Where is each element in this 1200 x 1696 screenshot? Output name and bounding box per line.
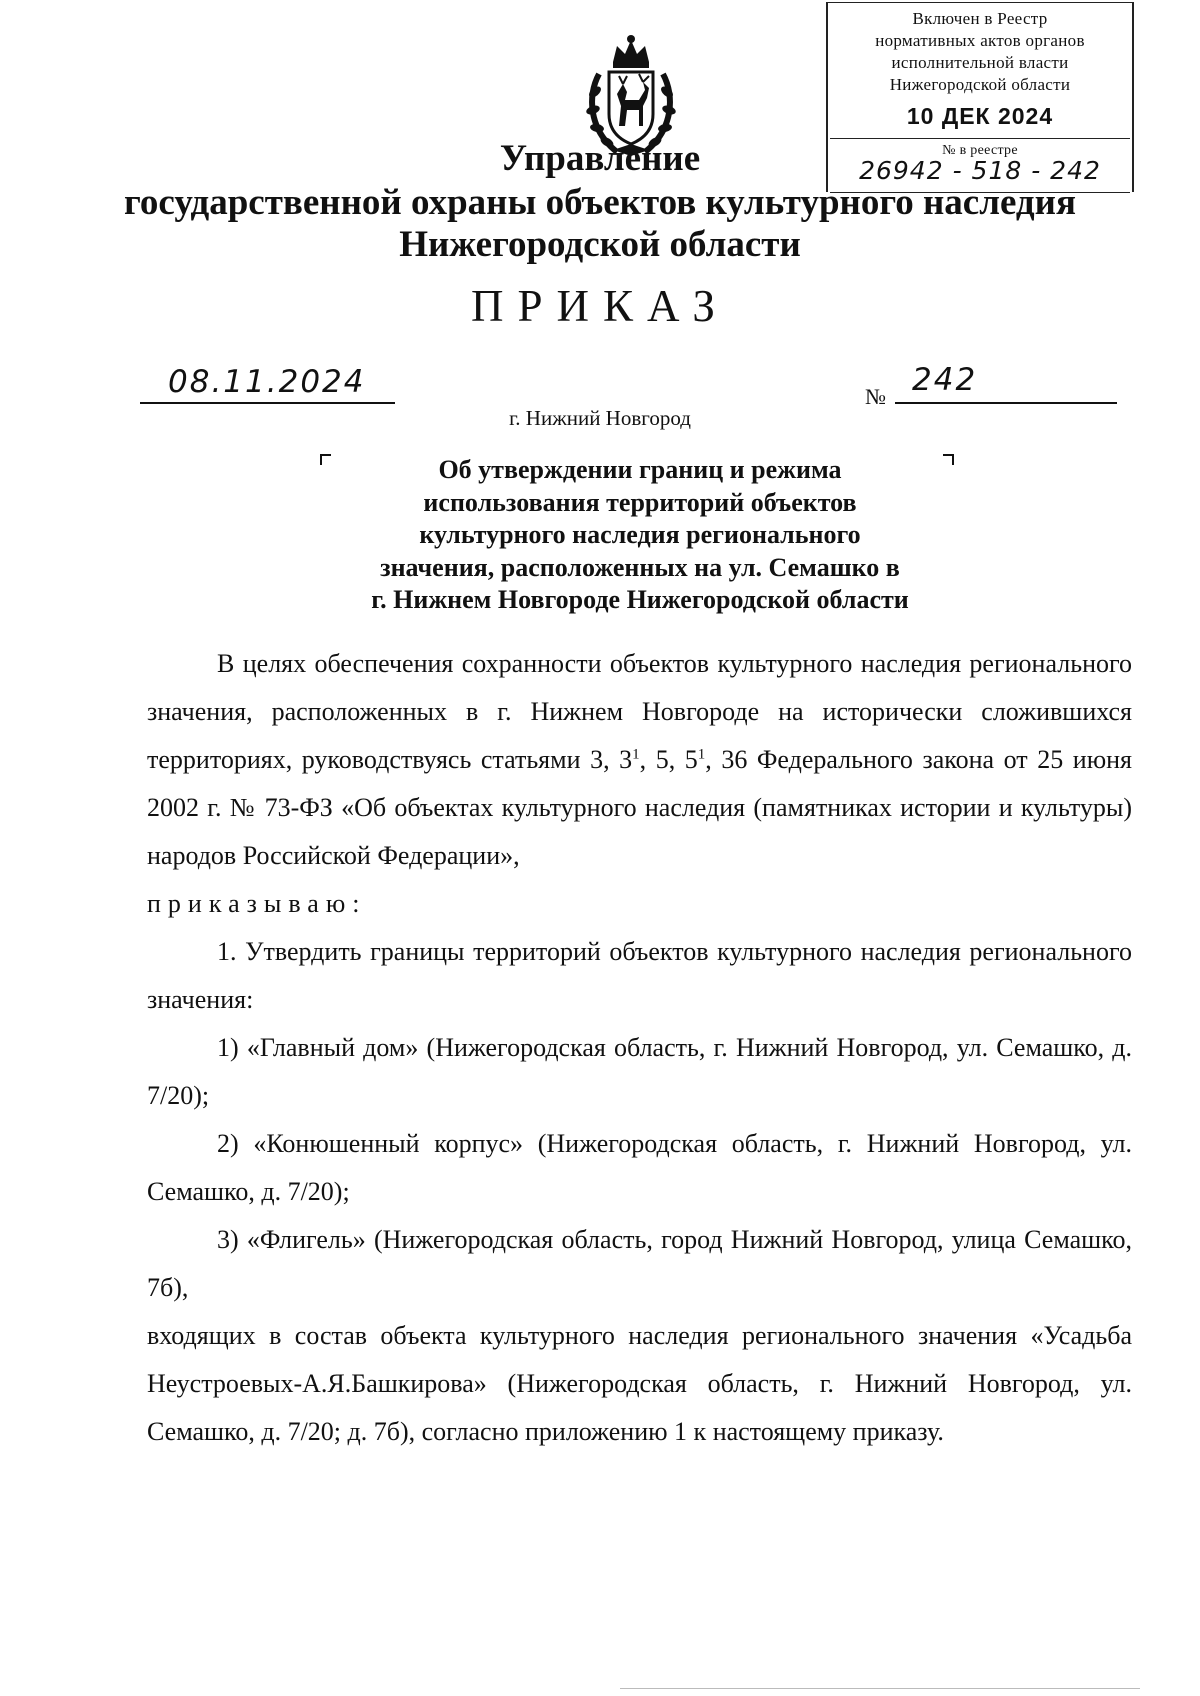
stamp-line-4: Нижегородской области: [889, 75, 1071, 94]
order-word: приказываю:: [147, 889, 367, 918]
org-name-line-1: Управление: [499, 138, 701, 179]
subject-line-4: значения, расположенных на ул. Семашко в: [380, 552, 900, 582]
number-label: №: [865, 384, 886, 409]
preamble-part-1: В целях обеспечения сохранности объектов культурного наследия регионального значения, расположенных в г. Нижнем Новгороде на исторически сложившихся территориях, руководствуясь статьями 3, 3: [147, 649, 1132, 774]
stamp-reg-number: 26942 - 518 - 242: [859, 156, 1101, 185]
org-name-line-2: государственной охраны объектов культурного наследия: [124, 182, 1076, 223]
superscript-1: 1: [632, 746, 640, 763]
subitem-3: 3) «Флигель» (Нижегородская область, город Нижний Новгород, улица Семашко, 7б),: [147, 1225, 1132, 1302]
stamp-line-1: Включен в Реестр: [912, 9, 1048, 28]
order-body: [147, 640, 1132, 1456]
number-underline: [895, 402, 1117, 404]
subject-line-5: г. Нижнем Новгороде Нижегородской области: [371, 585, 909, 614]
city-name: г. Нижний Новгород: [509, 406, 691, 430]
org-name-line-3: Нижегородской области: [399, 224, 801, 265]
subitem-1: 1) «Главный дом» (Нижегородская область, г. Нижний Новгород, ул. Семашко, д. 7/20);: [147, 1033, 1132, 1110]
preamble-part-3: , 36 Федерального закона от 25 июня 2002 г. № 73-ФЗ «Об объектах культурного наследия (памятниках истории и культуры) народов Российской Федерации»,: [147, 745, 1132, 870]
stamp-reg-label: № в реестре: [942, 143, 1018, 158]
order-subject: [300, 454, 980, 617]
preamble-paragraph: [147, 640, 1132, 880]
subject-line-3: культурного наследия регионального: [419, 520, 861, 549]
stamp-line-3: исполнительной власти: [891, 53, 1069, 72]
conclusion-paragraph: входящих в состав объекта культурного наследия регионального значения «Усадьба Неустроевых-А.Я.Башкирова» (Нижегородская область, г. Нижний Новгород, ул. Семашко, д. 7/20; д. 7б), согласно приложению 1 к настоящему приказу.: [147, 1321, 1132, 1446]
bottom-divider: [620, 1688, 1140, 1689]
preamble-part-2: , 5, 5: [639, 745, 698, 774]
order-date: 08.11.2024: [168, 364, 366, 400]
date-underline: [140, 402, 395, 404]
subitem-2: 2) «Конюшенный корпус» (Нижегородская область, г. Нижний Новгород, ул. Семашко, д. 7/20);: [147, 1129, 1132, 1206]
superscript-2: 1: [697, 746, 706, 763]
document-type-title: ПРИКАЗ: [471, 281, 729, 331]
order-number: 242: [912, 362, 978, 398]
stamp-date: 10 ДЕК 2024: [906, 103, 1054, 129]
item-1: 1. Утвердить границы территорий объектов культурного наследия регионального значения:: [147, 937, 1132, 1014]
stamp-line-2: нормативных актов органов: [875, 31, 1085, 50]
subject-line-2: использования территорий объектов: [423, 487, 857, 517]
subject-line-1: Об утверждении границ и режима: [438, 455, 842, 484]
